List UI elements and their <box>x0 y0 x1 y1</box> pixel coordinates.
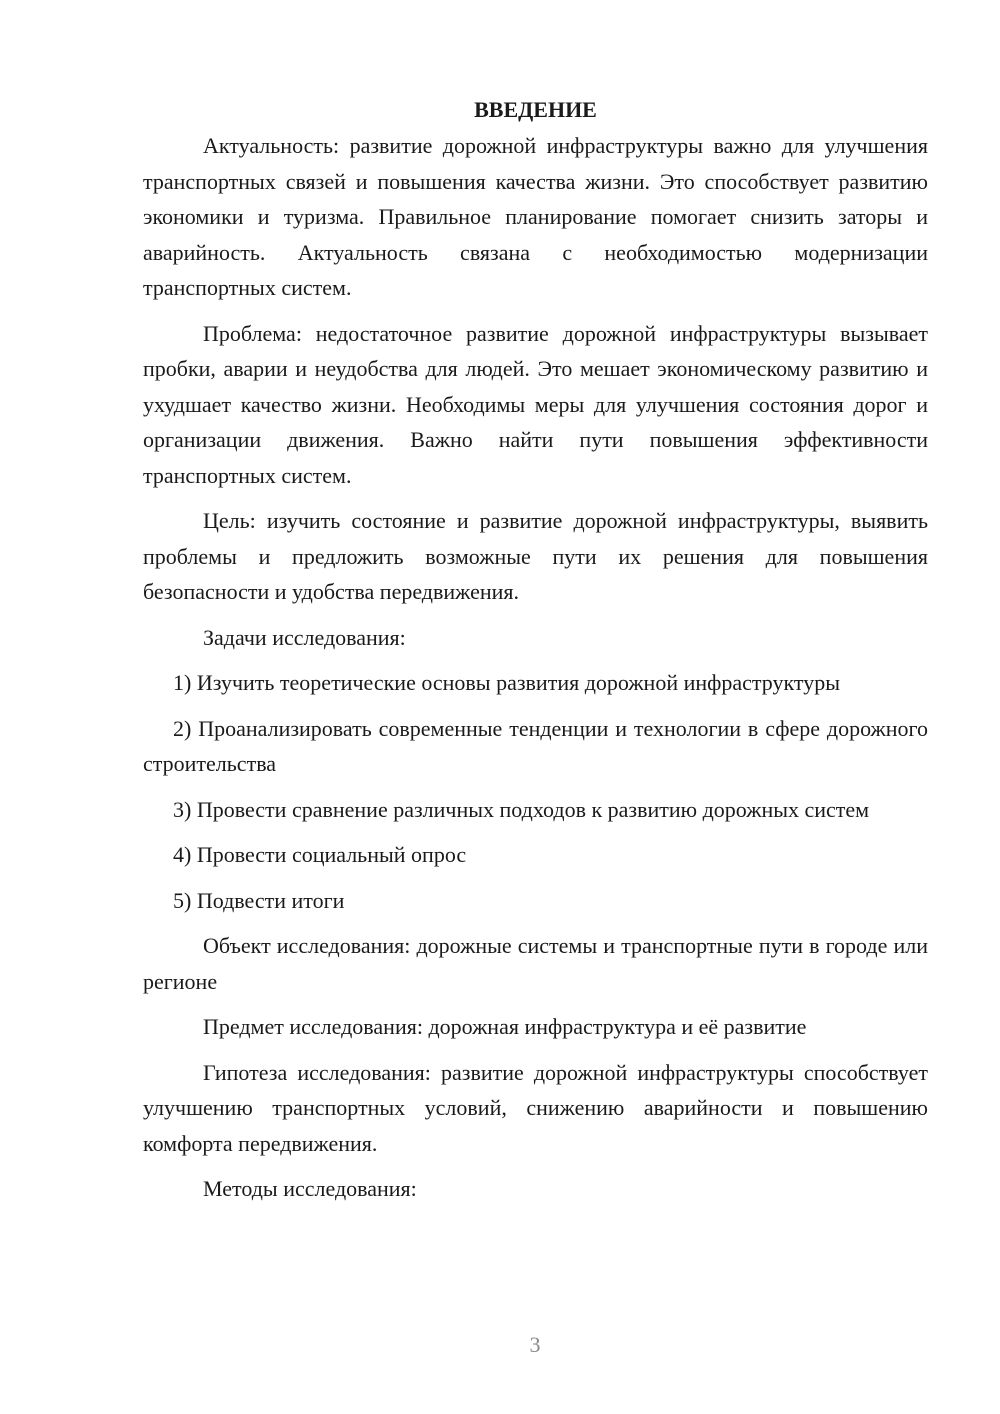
task-item-5: 5) Подвести итоги <box>173 887 345 913</box>
task-item-2: 2) Проанализировать современные тенденции и технологии в сфере дорожного строительства <box>143 715 928 776</box>
page-title: ВВЕДЕНИЕ <box>474 97 597 122</box>
task-item-4: 4) Провести социальный опрос <box>173 842 467 867</box>
relevance-paragraph: Актуальность: развитие дорожной инфраструктуры важно для улучшения транспортных связей и повышения качества жизни. Это способствует развитию экономики и туризма. Правильное планирование помогает снизить заторы и аварийность. Актуальность связана с необходимостью модернизации транспортных систем. <box>143 133 928 300</box>
hypothesis-paragraph: Гипотеза исследования: развитие дорожной инфраструктуры способствует улучшению транспортных условий, снижению аварийности и повышению комфорта передвижения. <box>143 1059 928 1156</box>
problem-paragraph: Проблема: недостаточное развитие дорожной инфраструктуры вызывает пробки, аварии и неудобства для людей. Это мешает экономическому развитию и ухудшает качество жизни. Необходимы меры для улучшения состояния дорог и организации движения. Важно найти пути повышения эффективности транспортных систем. <box>143 320 928 488</box>
object-paragraph: Объект исследования: дорожные системы и транспортные пути в городе или регионе <box>143 933 928 994</box>
subject-paragraph: Предмет исследования: дорожная инфраструктура и её развитие <box>203 1014 807 1039</box>
page-content <box>143 92 928 1217</box>
methods-heading: Методы исследования: <box>203 1176 417 1201</box>
task-item-1: 1) Изучить теоретические основы развития дорожной инфраструктуры <box>173 670 841 695</box>
tasks-heading: Задачи исследования: <box>203 624 406 650</box>
goal-paragraph: Цель: изучить состояние и развитие дорожной инфраструктуры, выявить проблемы и предложить возможные пути их решения для повышения безопасности и удобства передвижения. <box>143 508 928 604</box>
task-item-3: 3) Провести сравнение различных подходов к развитию дорожных систем <box>173 796 870 822</box>
page-number: 3 <box>529 1332 541 1357</box>
